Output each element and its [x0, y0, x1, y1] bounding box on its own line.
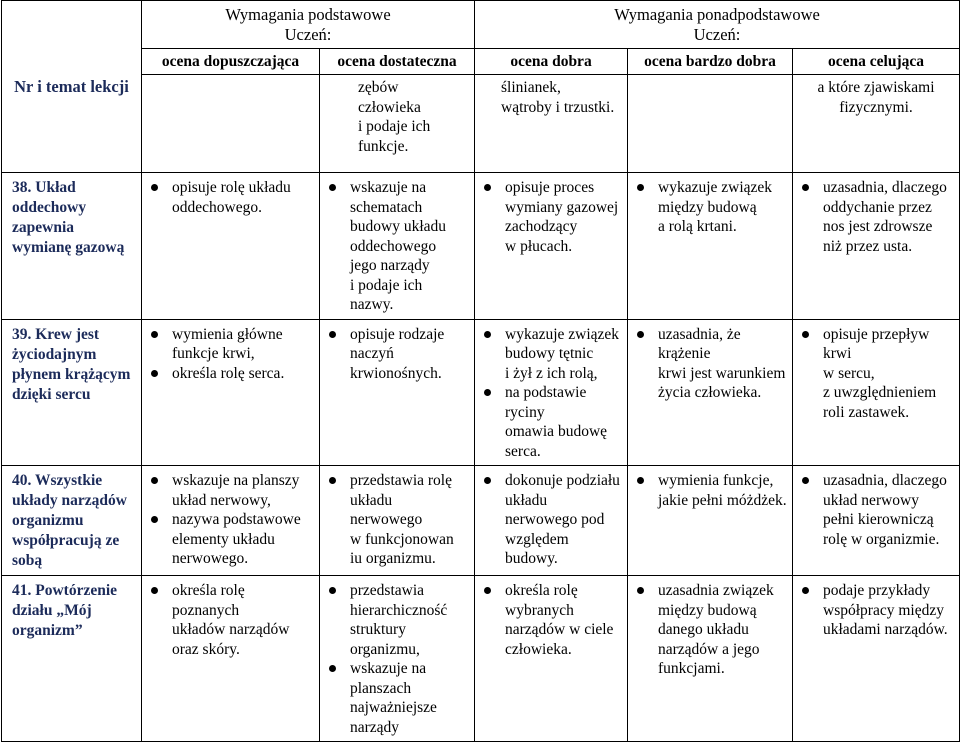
text-line: układ nerwowy,: [172, 491, 271, 509]
text-line: układów narządów: [172, 621, 290, 638]
requirement-cell: [793, 319, 960, 466]
lesson-row: [2, 466, 960, 576]
bullet-icon: [637, 331, 644, 338]
bullet-icon: [329, 665, 336, 672]
text-line: schematach: [350, 198, 423, 216]
requirement-cell: [475, 466, 628, 576]
text-line: z uwzględnieniem: [823, 384, 937, 401]
text-line: wskazuje na planszy: [172, 472, 300, 489]
text-line: układy narządów: [12, 492, 127, 509]
requirement-item: [632, 325, 788, 403]
requirement-item: [479, 581, 623, 659]
text-line: uzasadnia, że krążenie: [658, 325, 741, 362]
requirement-item: [479, 383, 623, 461]
text-line: funkcjami.: [658, 660, 725, 677]
text-line: struktury: [350, 621, 406, 638]
requirement-cell: [793, 466, 960, 576]
text-line: człowieka: [358, 98, 421, 116]
text-line: 39. Krew jest: [12, 325, 100, 343]
grade-header: ocena bardzo dobra: [628, 49, 793, 75]
text-line: układu: [350, 491, 393, 509]
text-line: określa rolę: [505, 582, 578, 599]
text-line: ślinianek,: [501, 79, 561, 96]
text-line: budowy tętnic: [505, 345, 594, 362]
text-line: wymianę gazową: [12, 239, 125, 256]
lesson-row: [2, 173, 960, 320]
bullet-icon: [151, 477, 158, 484]
text-line: i podaje ich: [358, 118, 431, 135]
text-line: układami narządów.: [823, 621, 948, 638]
bullet-icon: [637, 477, 644, 484]
basic-requirements-header: Wymagania podstawowe Uczeń:: [142, 1, 475, 49]
text-line: wymienia główne: [172, 325, 283, 343]
continuation-cell: [475, 75, 628, 173]
requirement-item: [146, 178, 315, 217]
bullet-icon: [484, 587, 491, 594]
requirement-item: [632, 178, 788, 237]
bullet-icon: [329, 331, 336, 338]
requirement-cell: [320, 466, 475, 576]
requirement-cell: [628, 466, 793, 576]
text-line: wybranych: [505, 601, 574, 619]
text-line: oddychanie przez: [823, 198, 932, 216]
requirement-cell: [793, 576, 960, 742]
text-line: planszach: [350, 679, 412, 697]
bullet-icon: [151, 331, 158, 338]
text-line: niż przez usta.: [823, 237, 913, 255]
text-line: określa rolę serca.: [172, 364, 285, 382]
requirement-item: [632, 471, 788, 510]
requirement-item: [146, 325, 315, 364]
bullet-icon: [151, 516, 158, 523]
text-line: współpracują ze: [12, 532, 120, 549]
bullet-icon: [151, 184, 158, 191]
header-row-1: [2, 1, 960, 49]
requirement-cell: [320, 576, 475, 742]
requirement-cell: [320, 319, 475, 466]
text-line: omawia budowę: [505, 423, 608, 440]
requirement-cell: [628, 576, 793, 742]
text-line: między budową: [658, 601, 757, 619]
text-line: wykazuje związek: [658, 179, 773, 196]
text-line: uzasadnia, dlaczego: [823, 472, 947, 489]
text-line: krwi jest warunkiem: [658, 364, 786, 382]
text-line: opisuje proces: [505, 179, 595, 196]
requirement-item: [146, 471, 315, 510]
text-line: i żył z ich rolą,: [505, 364, 598, 382]
text-line: nazwy.: [350, 296, 394, 313]
text-line: opisuje przepływ krwi: [823, 325, 930, 362]
text-line: określa rolę poznanych: [172, 582, 245, 619]
continuation-cell: [142, 75, 320, 173]
text-line: a rolą krtani.: [658, 218, 737, 235]
text-line: oddechowy: [12, 199, 87, 216]
text-line: a które zjawiskami: [817, 79, 935, 96]
text-line: narządów a jego: [658, 640, 760, 658]
text-line: fizycznymi.: [839, 98, 913, 116]
continuation-cell: [628, 75, 793, 173]
text-line: najważniejsze: [350, 699, 437, 716]
requirement-cell: [320, 173, 475, 320]
text-line: między budową: [658, 198, 757, 216]
text-line: roli zastawek.: [823, 403, 910, 421]
text-line: względem: [505, 530, 569, 548]
bullet-icon: [329, 477, 336, 484]
text-line: wymienia funkcje,: [658, 472, 774, 489]
text-line: nazywa podstawowe: [172, 511, 301, 528]
text-line: hierarchiczność: [350, 601, 448, 619]
text-line: narządów w ciele: [505, 621, 614, 638]
extended-requirements-header: Wymagania ponadpodstawowe Uczeń:: [475, 1, 960, 49]
text-line: uzasadnia, dlaczego: [823, 179, 947, 196]
lesson-topic: [2, 319, 142, 466]
text-line: przedstawia: [350, 582, 425, 599]
bullet-icon: [484, 331, 491, 338]
text-line: nerwowego: [350, 511, 423, 528]
requirement-item: [479, 178, 623, 256]
text-line: pełni kierowniczą: [823, 511, 934, 528]
text-line: krwionośnych.: [350, 364, 442, 382]
text-line: narządy: [350, 718, 400, 736]
bullet-icon: [637, 184, 644, 191]
requirement-item: [479, 471, 623, 569]
requirement-item: [146, 581, 315, 659]
grade-header: ocena dostateczna: [320, 49, 475, 75]
lesson-topic: [2, 576, 142, 742]
requirement-cell: [142, 576, 320, 742]
requirement-cell: [142, 173, 320, 320]
text-line: opisuje rolę układu: [172, 179, 291, 196]
text-line: podaje przykłady: [823, 582, 931, 599]
bullet-icon: [329, 587, 336, 594]
lesson-topic: [2, 173, 142, 320]
text-line: wskazuje na: [350, 179, 427, 196]
requirement-cell: [475, 319, 628, 466]
bullet-icon: [329, 184, 336, 191]
lesson-row: [2, 576, 960, 742]
text-line: oraz skóry.: [172, 640, 240, 658]
text-line: budowy.: [505, 550, 558, 567]
bullet-icon: [484, 184, 491, 191]
text-line: wskazuje na: [350, 660, 427, 677]
requirement-item: [324, 471, 470, 569]
text-line: współpracy między: [823, 601, 944, 619]
text-line: funkcje krwi,: [172, 345, 255, 362]
text-line: naczyń: [350, 345, 394, 362]
requirement-cell: [142, 319, 320, 466]
requirement-item: [797, 581, 955, 640]
text-line: w płucach.: [505, 237, 573, 255]
text-line: wykazuje związek: [505, 325, 620, 343]
text-line: wymiany gazowej: [505, 198, 619, 216]
bullet-icon: [151, 370, 158, 377]
requirement-cell: [475, 576, 628, 742]
text-line: przedstawia rolę: [350, 472, 452, 489]
text-line: organizm”: [12, 622, 83, 639]
text-line: opisuje rodzaje: [350, 325, 445, 343]
text-line: rolę w organizmie.: [823, 530, 940, 548]
bullet-icon: [484, 389, 491, 396]
text-line: zachodzący: [505, 218, 578, 235]
text-line: serca.: [505, 442, 541, 460]
text-line: jego narządy: [350, 257, 430, 274]
requirement-item: [797, 178, 955, 256]
text-line: organizmu: [12, 512, 84, 529]
continuation-row: [2, 75, 960, 173]
text-line: jakie pełni móżdżek.: [658, 491, 787, 509]
text-line: zapewnia: [12, 219, 74, 236]
bullet-icon: [151, 587, 158, 594]
requirements-table: [1, 0, 960, 742]
continuation-cell: [320, 75, 475, 173]
continuation-cell: [793, 75, 960, 173]
topic-header: Nr i temat lekcji: [2, 1, 142, 173]
text-line: układu: [505, 491, 548, 509]
text-line: wątroby i trzustki.: [501, 98, 615, 116]
text-line: życiodajnym: [12, 345, 97, 363]
requirement-cell: [628, 173, 793, 320]
text-line: 40. Wszystkie: [12, 472, 103, 489]
lesson-topic: [2, 466, 142, 576]
text-line: i podaje ich: [350, 276, 423, 294]
text-line: dzięki sercu: [12, 385, 91, 403]
bullet-icon: [802, 587, 809, 594]
requirement-item: [146, 510, 315, 569]
text-line: nos jest zdrowsze: [823, 218, 933, 235]
text-line: w sercu,: [823, 364, 875, 382]
text-line: na podstawie ryciny: [505, 384, 587, 421]
text-line: iu organizmu.: [350, 550, 436, 567]
text-line: dokonuje podziału: [505, 472, 620, 489]
requirement-cell: [628, 319, 793, 466]
text-line: człowieka.: [505, 640, 572, 658]
requirement-item: [479, 325, 623, 384]
grade-header: ocena celująca: [793, 49, 960, 75]
bullet-icon: [484, 477, 491, 484]
requirement-item: [324, 178, 470, 315]
requirement-cell: [793, 173, 960, 320]
bullet-icon: [802, 477, 809, 484]
text-line: nerwowego.: [172, 550, 249, 567]
lesson-row: [2, 319, 960, 466]
requirement-item: [324, 659, 470, 737]
requirement-item: [146, 364, 315, 384]
text-line: elementy układu: [172, 530, 275, 548]
text-line: życia człowieka.: [658, 384, 762, 401]
text-line: funkcje.: [358, 137, 409, 155]
text-line: oddechowego.: [172, 198, 262, 216]
requirement-item: [324, 581, 470, 659]
text-line: organizmu,: [350, 640, 420, 658]
grade-header: ocena dobra: [475, 49, 628, 75]
text-line: nerwowego pod: [505, 511, 605, 528]
text-line: sobą: [12, 552, 43, 569]
text-line: płynem krążącym: [12, 365, 131, 383]
text-line: budowy układu: [350, 218, 447, 235]
requirement-item: [797, 471, 955, 549]
text-line: działu „Mój: [12, 602, 92, 619]
bullet-icon: [802, 184, 809, 191]
text-line: uzasadnia związek: [658, 582, 774, 599]
text-line: układ nerwowy: [823, 491, 919, 509]
text-line: oddechowego: [350, 237, 437, 255]
requirement-item: [632, 581, 788, 679]
bullet-icon: [637, 587, 644, 594]
requirement-cell: [475, 173, 628, 320]
text-line: 41. Powtórzenie: [12, 582, 118, 599]
text-line: danego układu: [658, 621, 749, 638]
text-line: 38. Układ: [12, 179, 76, 196]
requirement-cell: [142, 466, 320, 576]
requirement-item: [797, 325, 955, 423]
requirement-item: [324, 325, 470, 384]
text-line: w funkcjonowan: [350, 530, 454, 548]
grades-header-row: [2, 49, 960, 75]
grade-header: ocena dopuszczająca: [142, 49, 320, 75]
text-line: zębów: [358, 79, 399, 96]
bullet-icon: [802, 331, 809, 338]
